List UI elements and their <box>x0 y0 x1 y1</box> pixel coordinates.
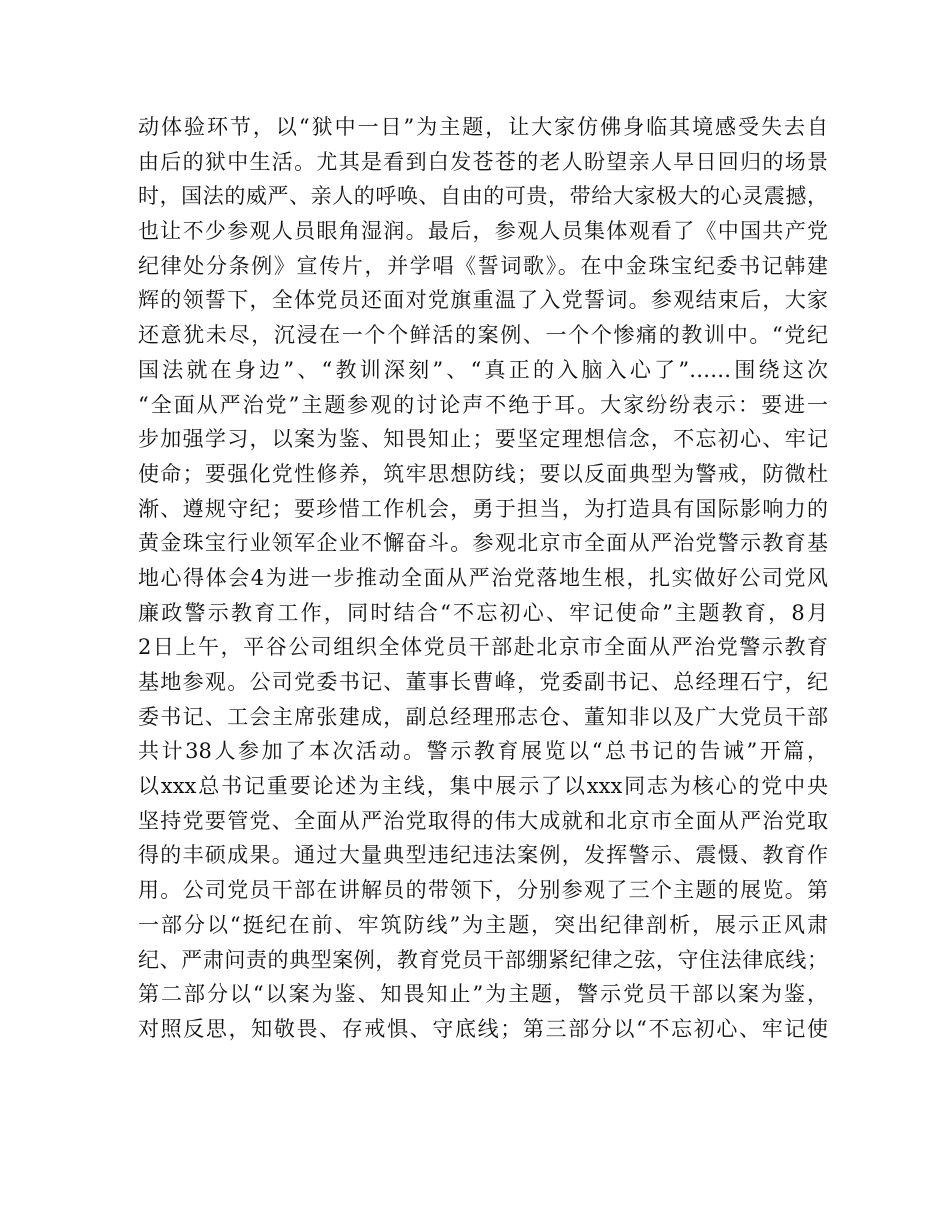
text-line: 委书记、工会主席张建成，副总经理邢志仓、董知非以及广大党员干部 <box>138 704 828 729</box>
body-text <box>138 110 828 1047</box>
text-line: 渐、遵规守纪；要珍惜工作机会，勇于担当，为打造具有国际影响力的 <box>138 496 828 521</box>
text-line: 基地参观。公司党委书记、董事长曹峰，党委副书记、总经理石宁，纪 <box>138 670 828 694</box>
text-line: 得的丰硕成果。通过大量典型违纪违法案例，发挥警示、震慑、教育作 <box>138 843 828 868</box>
text-line: 纪、严肃问责的典型案例，教育党员干部绷紧纪律之弦，守住法律底线； <box>138 947 828 972</box>
text-line: 纪律处分条例》宣传片，并学唱《誓词歌》。在中金珠宝纪委书记韩建 <box>138 253 828 278</box>
text-line: 国法就在身边”、“教训深刻”、“真正的入脑入心了”……围绕这次 <box>138 357 828 382</box>
text-line: “全面从严治党”主题参观的讨论声不绝于耳。大家纷纷表示：要进一 <box>138 392 828 417</box>
text-line: 廉政警示教育工作，同时结合“不忘初心、牢记使命”主题教育，8月 <box>138 600 828 625</box>
text-line: 由后的狱中生活。尤其是看到白发苍苍的老人盼望亲人早日回归的场景 <box>138 149 828 174</box>
text-line: 还意犹未尽，沉浸在一个个鲜活的案例、一个个惨痛的教训中。“党纪 <box>138 323 828 348</box>
text-line: 辉的领誓下，全体党员还面对党旗重温了入党誓词。参观结束后，大家 <box>138 288 828 313</box>
text-line: 以xxx总书记重要论述为主线，集中展示了以xxx同志为核心的党中央 <box>138 774 828 799</box>
text-line: 使命；要强化党性修养，筑牢思想防线；要以反面典型为警戒，防微杜 <box>138 461 828 486</box>
text-line: 也让不少参观人员眼角湿润。最后，参观人员集体观看了《中国共产党 <box>138 219 828 244</box>
text-line: 坚持党要管党、全面从严治党取得的伟大成就和北京市全面从严治党取 <box>138 808 828 833</box>
text-line: 对照反思，知敬畏、存戒惧、守底线；第三部分以“不忘初心、牢记使 <box>138 1016 828 1041</box>
text-line: 共计38人参加了本次活动。警示教育展览以“总书记的告诫”开篇， <box>138 739 828 764</box>
text-line: 动体验环节，以“狱中一日”为主题，让大家仿佛身临其境感受失去自 <box>138 115 828 139</box>
text-line: 时，国法的威严、亲人的呼唤、自由的可贵，带给大家极大的心灵震撼， <box>138 184 828 209</box>
text-line: 一部分以“挺纪在前、牢筑防线”为主题，突出纪律剖析，展示正风肃 <box>138 912 828 937</box>
text-line: 地心得体会4为进一步推动全面从严治党落地生根，扎实做好公司党风 <box>138 565 828 590</box>
text-line: 用。公司党员干部在讲解员的带领下，分别参观了三个主题的展览。第 <box>138 878 828 903</box>
text-line: 2日上午，平谷公司组织全体党员干部赴北京市全面从严治党警示教育 <box>138 635 828 660</box>
text-line: 黄金珠宝行业领军企业不懈奋斗。参观北京市全面从严治党警示教育基 <box>138 531 828 556</box>
text-line: 步加强学习，以案为鉴、知畏知止；要坚定理想信念，不忘初心、牢记 <box>138 427 828 452</box>
text-line: 第二部分以“以案为鉴、知畏知止”为主题，警示党员干部以案为鉴， <box>138 982 828 1007</box>
